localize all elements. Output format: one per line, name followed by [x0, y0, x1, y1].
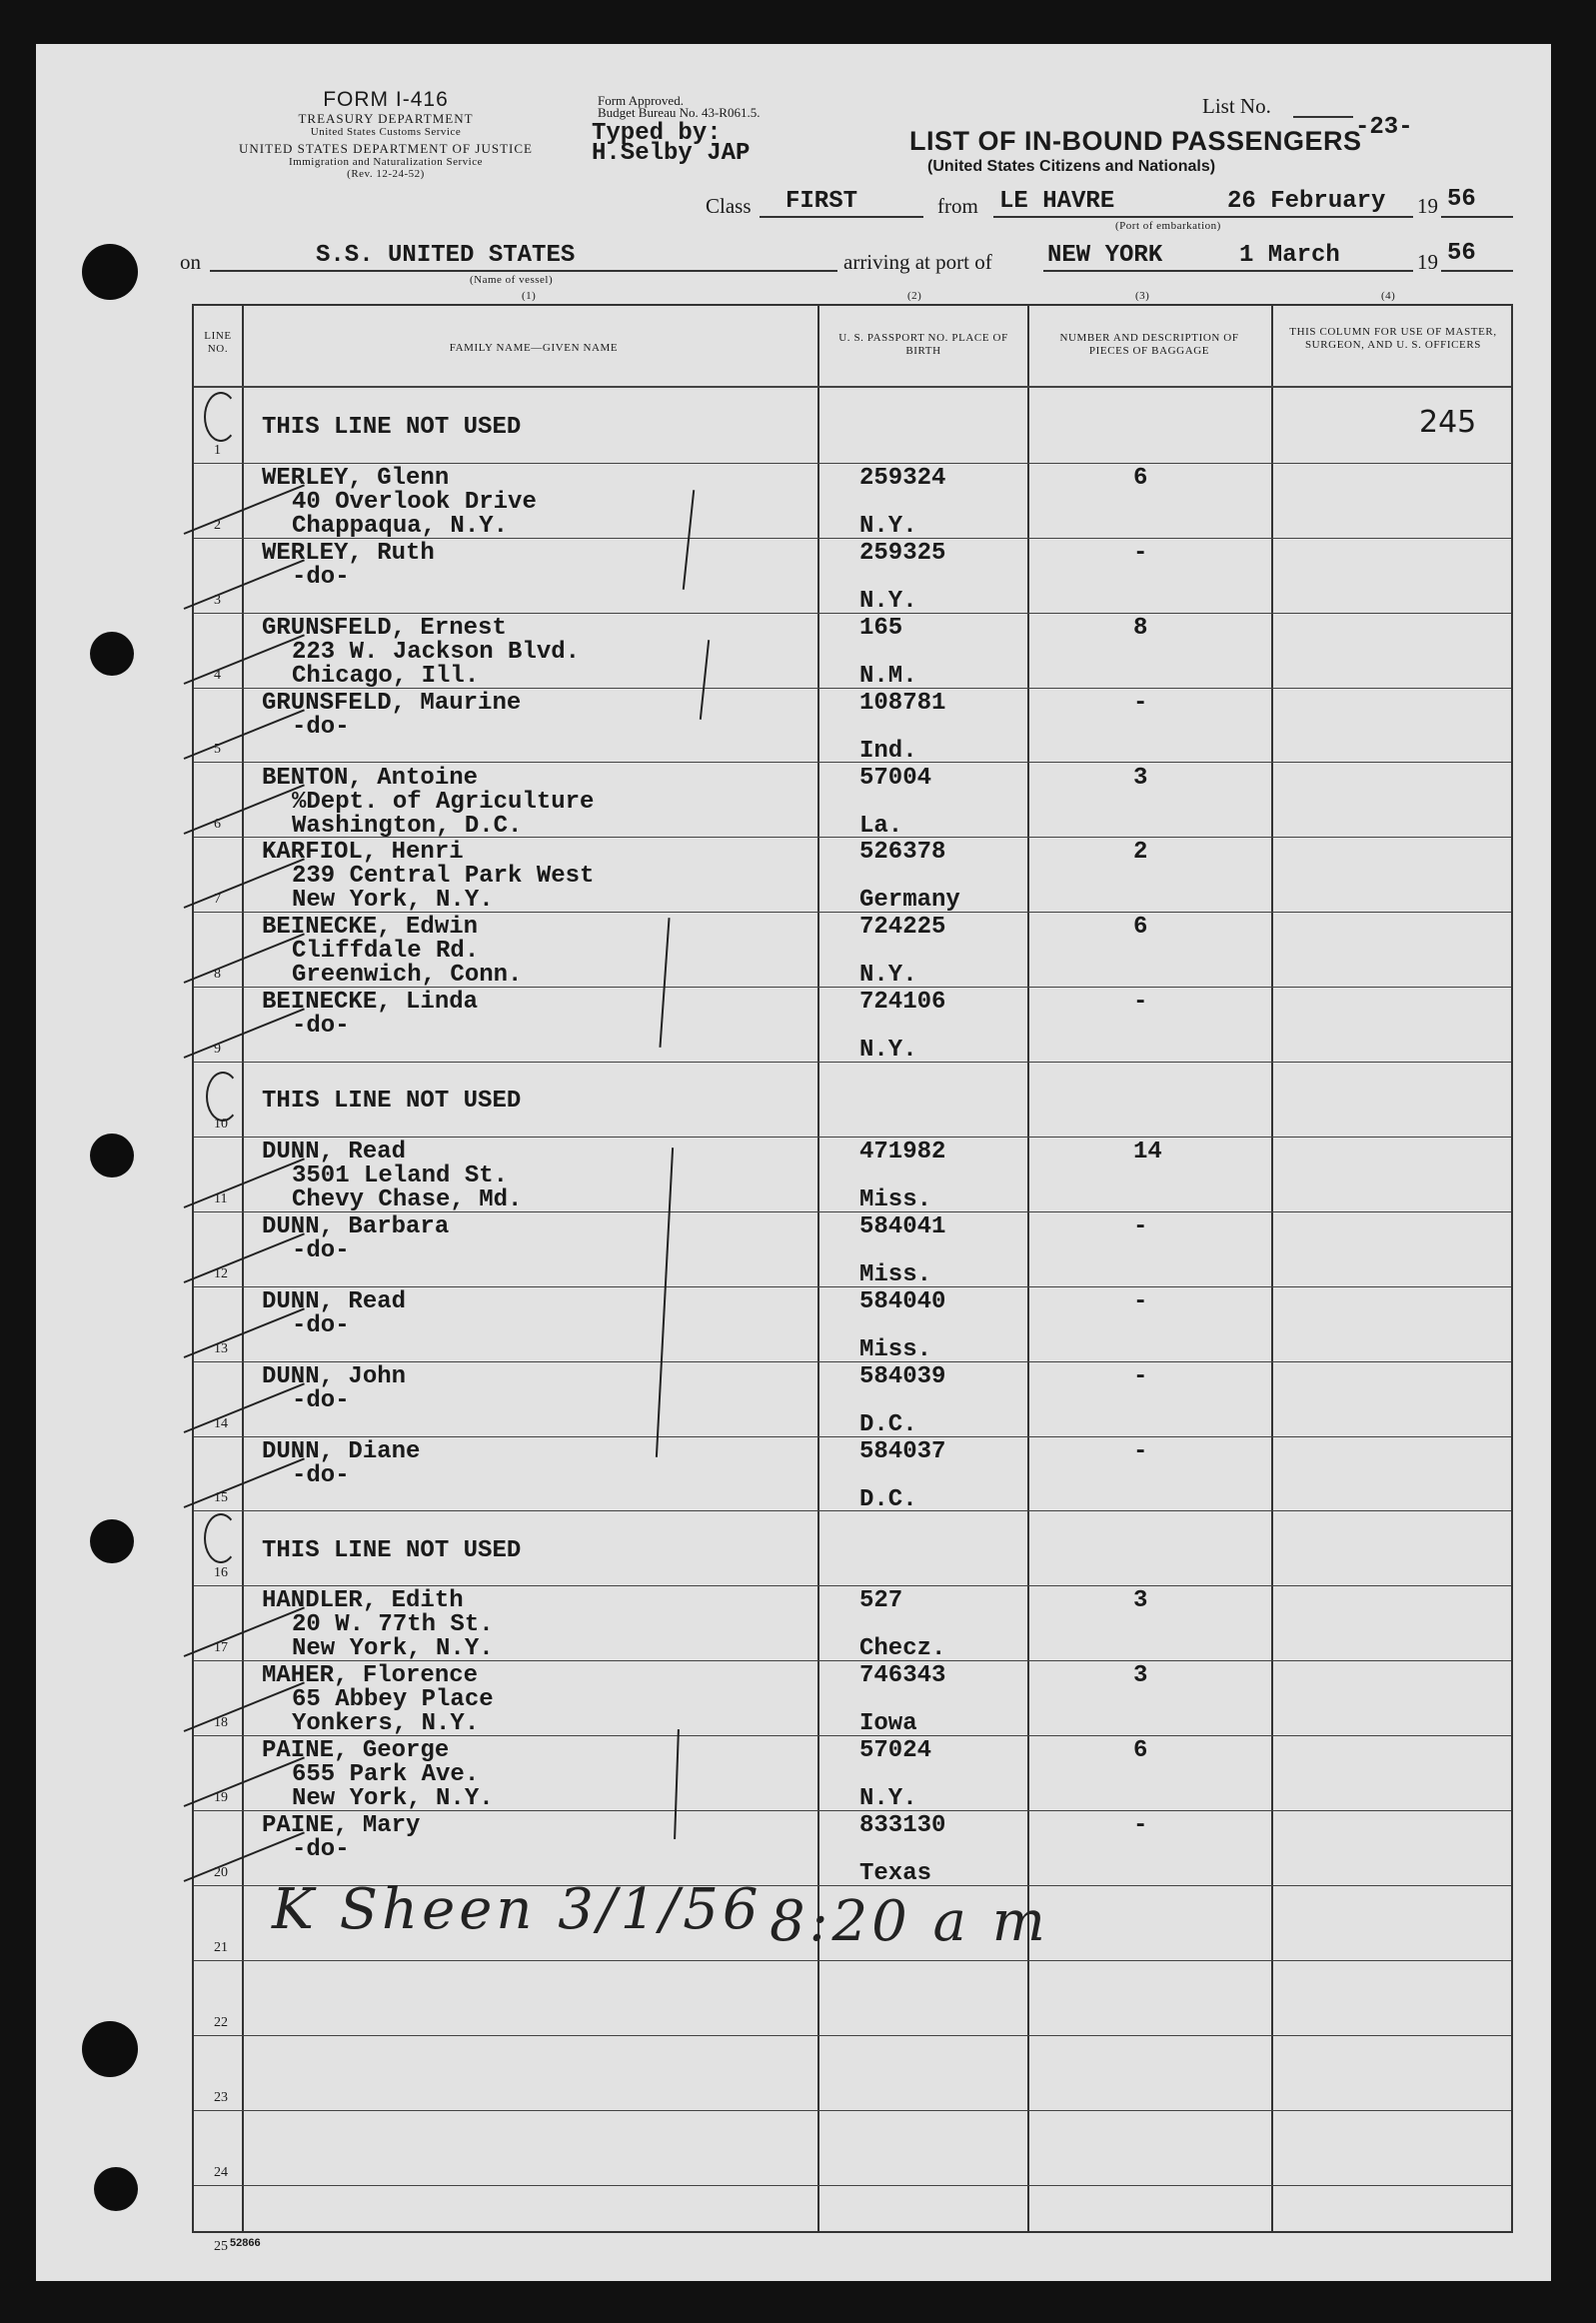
baggage-count: -: [1133, 539, 1148, 567]
punch-hole: [94, 2167, 138, 2211]
passport-number: 165: [859, 614, 903, 642]
col-num-3: (3): [1135, 290, 1150, 302]
passport-number: 833130: [859, 1812, 946, 1840]
address-line-2: New York, N.Y.: [292, 1785, 494, 1813]
passenger-name: WERLEY, Ruth: [262, 539, 435, 567]
address-line-2: Chevy Chase, Md.: [292, 1186, 523, 1213]
punch-hole: [90, 1519, 134, 1563]
address-line-1: -do-: [292, 713, 350, 741]
passenger-name: DUNN, John: [262, 1362, 407, 1390]
address-line-1: 20 W. 77th St.: [292, 1611, 494, 1639]
table-row: [194, 912, 1511, 990]
arriving-label: arriving at port of: [843, 250, 992, 274]
passenger-name: MAHER, Florence: [262, 1662, 479, 1690]
address-line-1: -do-: [292, 1311, 350, 1339]
passenger-name: PAINE, Mary: [262, 1812, 421, 1840]
baggage-count: 14: [1133, 1139, 1162, 1165]
address-line-2: Washington, D.C.: [292, 812, 523, 840]
check-mark: [184, 1307, 305, 1358]
justice-label: UNITED STATES DEPARTMENT OF JUSTICE: [239, 141, 533, 156]
baggage-count: 6: [1133, 1737, 1148, 1765]
passenger-name: BEINECKE, Linda: [262, 989, 479, 1017]
address-line-1: 655 Park Ave.: [292, 1761, 480, 1789]
line-number: 8: [214, 967, 221, 983]
check-mark: [184, 859, 305, 910]
form-subtitle: (United States Citizens and Nationals): [927, 158, 1216, 175]
passenger-name: THIS LINE NOT USED: [262, 1536, 522, 1564]
baggage-count: -: [1133, 1212, 1148, 1240]
baggage-count: 6: [1133, 464, 1148, 492]
line-number: 16: [214, 1565, 228, 1581]
line-number: 9: [214, 1042, 221, 1058]
baggage-count: 8: [1133, 614, 1148, 642]
place-of-birth: N.Y.: [859, 1785, 917, 1813]
baggage-count: 3: [1133, 1587, 1148, 1615]
on-label: on: [180, 250, 201, 274]
passport-number: 471982: [859, 1139, 946, 1165]
place-of-birth: La.: [859, 812, 903, 840]
passport-number: 584040: [859, 1287, 946, 1315]
typed-by: Typed by:: [592, 120, 722, 147]
address-line-1: 40 Overlook Drive: [292, 488, 537, 516]
revision-label: (Rev. 12-24-52): [347, 168, 425, 180]
footer-code: 52866: [230, 2237, 261, 2249]
table-row: [194, 1960, 1511, 2035]
table-row: [194, 388, 1511, 463]
place-of-birth: D.C.: [859, 1410, 917, 1438]
passport-number: 259324: [859, 464, 946, 492]
place-of-birth: Miss.: [859, 1335, 932, 1363]
baggage-count: -: [1133, 1437, 1148, 1465]
table-row: [194, 1062, 1511, 1137]
passport-number: 584041: [859, 1212, 946, 1240]
line-number: 12: [214, 1265, 228, 1281]
place-of-birth: N.Y.: [859, 1037, 917, 1065]
table-row: [194, 2185, 1511, 2260]
table-row: [194, 2110, 1511, 2185]
typist: H.Selby JAP: [592, 140, 751, 167]
class-value: FIRST: [786, 188, 858, 215]
passenger-name: DUNN, Read: [262, 1139, 407, 1165]
address-line-2: New York, N.Y.: [292, 1635, 494, 1663]
line-number: 13: [214, 1340, 228, 1356]
address-line-2: Greenwich, Conn.: [292, 962, 523, 990]
place-of-birth: Checz.: [859, 1635, 946, 1663]
address-line-1: -do-: [292, 1461, 350, 1489]
address-line-1: 239 Central Park West: [292, 863, 595, 891]
table-row: [194, 1436, 1511, 1511]
baggage-count: 2: [1133, 839, 1148, 867]
handwritten-signature: K Sheen 3/1/56: [272, 1877, 763, 1942]
circle-mark: [204, 392, 238, 442]
arrival-date: 1 March: [1239, 242, 1340, 269]
check-mark: [184, 1682, 305, 1733]
place-of-birth: D.C.: [859, 1485, 917, 1513]
passport-number: 57024: [859, 1737, 932, 1765]
table-row: [194, 2035, 1511, 2110]
class-label: Class: [706, 194, 752, 218]
officer-note: 245: [1419, 405, 1477, 440]
place-of-birth: Miss.: [859, 1186, 932, 1213]
header-baggage: NUMBER AND DESCRIPTION OF PIECES OF BAGGAGE: [1059, 332, 1239, 357]
line-number: 15: [214, 1490, 228, 1506]
from-port: LE HAVRE: [999, 188, 1115, 215]
line-number: 4: [214, 667, 221, 683]
address-line-2: Chicago, Ill.: [292, 662, 480, 690]
table-row: [194, 688, 1511, 763]
baggage-count: -: [1133, 989, 1148, 1017]
arrival-port: NEW YORK: [1047, 242, 1163, 269]
ins-label: Immigration and Naturalization Service: [288, 156, 484, 168]
table-row: [194, 1511, 1511, 1586]
line-number: 20: [214, 1864, 228, 1880]
passenger-name: THIS LINE NOT USED: [262, 1088, 522, 1116]
check-mark: [184, 1009, 305, 1060]
place-of-birth: N.Y.: [859, 587, 917, 615]
departure-date: 26 February: [1227, 188, 1386, 215]
address-line-1: 65 Abbey Place: [292, 1686, 494, 1714]
year: 56: [1447, 186, 1476, 213]
address-line-1: 223 W. Jackson Blvd.: [292, 638, 581, 666]
check-mark: [184, 1158, 305, 1208]
passenger-name: DUNN, Diane: [262, 1437, 421, 1465]
passenger-name: HANDLER, Edith: [262, 1587, 464, 1615]
form-title: LIST OF IN-BOUND PASSENGERS: [909, 126, 1362, 156]
table-row: [194, 1660, 1511, 1738]
handwritten-time: 8:20 a m: [770, 1889, 1049, 1954]
place-of-birth: Germany: [859, 887, 960, 915]
table-row: [194, 837, 1511, 915]
passenger-name: BENTON, Antoine: [262, 764, 479, 792]
passport-number: 724225: [859, 914, 946, 942]
check-mark: [184, 559, 305, 610]
table-row: [194, 1361, 1511, 1436]
line-number: 7: [214, 892, 221, 908]
check-mark: [184, 784, 305, 835]
passenger-name: DUNN, Read: [262, 1287, 407, 1315]
address-line-1: -do-: [292, 1236, 350, 1264]
year-2: 56: [1447, 240, 1476, 267]
punch-hole: [82, 244, 138, 300]
from-label: from: [937, 194, 978, 218]
place-of-birth: N.M.: [859, 662, 917, 690]
passport-number: 746343: [859, 1662, 946, 1690]
line-number: 24: [214, 2164, 228, 2180]
address-line-1: -do-: [292, 1836, 350, 1864]
table-row: [194, 1137, 1511, 1211]
passenger-name: KARFIOL, Henri: [262, 839, 464, 867]
check-mark: [184, 934, 305, 985]
passport-number: 259325: [859, 539, 946, 567]
year-prefix-2: 19: [1417, 250, 1438, 274]
place-of-birth: N.Y.: [859, 962, 917, 990]
header-name: FAMILY NAME—GIVEN NAME: [449, 342, 619, 354]
table-row: [194, 1735, 1511, 1813]
table-row: [194, 1211, 1511, 1286]
address-line-1: -do-: [292, 1013, 350, 1041]
baggage-count: -: [1133, 689, 1148, 717]
address-line-2: Yonkers, N.Y.: [292, 1710, 480, 1738]
form-number: FORM I-416: [323, 88, 449, 111]
table-row: [194, 763, 1511, 838]
baggage-count: -: [1133, 1362, 1148, 1390]
check-mark: [184, 1232, 305, 1283]
check-mark: [184, 1382, 305, 1433]
port-embark-caption: (Port of embarkation): [1115, 220, 1221, 232]
passport-number: 527: [859, 1587, 903, 1615]
place-of-birth: N.Y.: [859, 512, 917, 540]
baggage-count: -: [1133, 1287, 1148, 1315]
check-mark: [184, 484, 305, 535]
passenger-name: WERLEY, Glenn: [262, 464, 450, 492]
line-number: 25: [214, 2239, 228, 2255]
passport-number: 724106: [859, 989, 946, 1017]
form-block: [186, 88, 586, 180]
passenger-name: BEINECKE, Edwin: [262, 914, 479, 942]
line-number: 5: [214, 742, 221, 758]
line-number: 3: [214, 592, 221, 608]
line-number: 18: [214, 1715, 228, 1731]
circle-mark: [206, 1072, 240, 1122]
line-number: 1: [214, 442, 221, 458]
line-number: 23: [214, 2089, 228, 2105]
header-officers: THIS COLUMN FOR USE OF MASTER, SURGEON, AND U. S. OFFICERS: [1289, 326, 1497, 351]
budget-bureau: Budget Bureau No. 43-R061.5.: [598, 105, 761, 120]
customs-label: United States Customs Service: [310, 126, 462, 138]
place-of-birth: Iowa: [859, 1710, 917, 1738]
form-approved: Form Approved.: [598, 93, 684, 108]
passenger-name: THIS LINE NOT USED: [262, 414, 522, 441]
baggage-count: 3: [1133, 1662, 1148, 1690]
table-row: [194, 538, 1511, 613]
circle-mark: [204, 1513, 238, 1563]
table-row: [194, 1585, 1511, 1663]
punch-hole: [90, 1134, 134, 1177]
passport-number: 584037: [859, 1437, 946, 1465]
place-of-birth: Texas: [859, 1860, 932, 1888]
address-line-1: %Dept. of Agriculture: [292, 788, 595, 816]
punch-hole: [90, 632, 134, 676]
baggage-count: 3: [1133, 764, 1148, 792]
passenger-name: GRUNSFELD, Ernest: [262, 614, 507, 642]
passport-number: 584039: [859, 1362, 946, 1390]
address-line-1: Cliffdale Rd.: [292, 938, 480, 966]
line-number: 11: [214, 1190, 228, 1206]
list-no-label: List No.: [1202, 94, 1271, 118]
baggage-count: 6: [1133, 914, 1148, 942]
table-row: [194, 1810, 1511, 1888]
passport-number: 57004: [859, 764, 932, 792]
check-mark: [184, 709, 305, 760]
check-mark: [184, 634, 305, 685]
header-passport: U. S. PASSPORT NO. PLACE OF BIRTH: [838, 332, 1008, 357]
line-number: 6: [214, 817, 221, 833]
line-number: 2: [214, 517, 221, 533]
passenger-name: GRUNSFELD, Maurine: [262, 689, 522, 717]
line-number: 17: [214, 1640, 228, 1656]
table-row: [194, 1286, 1511, 1361]
check-mark: [184, 1607, 305, 1658]
baggage-count: -: [1133, 1812, 1148, 1840]
passenger-name: DUNN, Barbara: [262, 1212, 450, 1240]
address-line-1: -do-: [292, 563, 350, 591]
check-mark: [184, 1831, 305, 1882]
passport-number: 526378: [859, 839, 946, 867]
col-num-1: (1): [522, 290, 537, 302]
line-number: 22: [214, 2014, 228, 2030]
vessel-name: S.S. UNITED STATES: [316, 242, 576, 269]
address-line-2: Chappaqua, N.Y.: [292, 512, 509, 540]
check-mark: [184, 1457, 305, 1508]
table-row: [194, 463, 1511, 538]
vessel-caption: (Name of vessel): [470, 274, 554, 286]
list-number: -23-: [1355, 114, 1413, 141]
place-of-birth: Miss.: [859, 1260, 932, 1288]
passport-number: 108781: [859, 689, 946, 717]
place-of-birth: Ind.: [859, 737, 917, 765]
table-row: [194, 613, 1511, 688]
address-line-1: 3501 Leland St.: [292, 1162, 509, 1189]
line-number: 21: [214, 1939, 228, 1955]
check-mark: [184, 1757, 305, 1808]
line-number: 14: [214, 1415, 228, 1431]
passenger-name: PAINE, George: [262, 1737, 450, 1765]
line-number: 10: [214, 1116, 228, 1132]
header-line-no: LINE NO.: [204, 330, 232, 355]
col-num-2: (2): [907, 290, 922, 302]
punch-hole: [82, 2021, 138, 2077]
year-prefix: 19: [1417, 194, 1438, 218]
treasury-label: TREASURY DEPARTMENT: [298, 111, 474, 126]
table-row: [194, 987, 1511, 1065]
line-number: 19: [214, 1790, 228, 1806]
col-num-4: (4): [1381, 290, 1396, 302]
address-line-1: -do-: [292, 1386, 350, 1414]
address-line-2: New York, N.Y.: [292, 887, 494, 915]
